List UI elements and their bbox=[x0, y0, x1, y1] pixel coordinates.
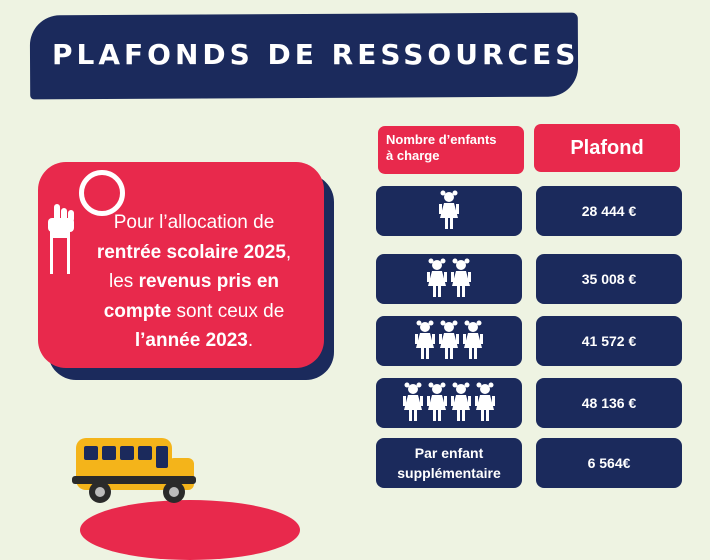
row-1-children bbox=[376, 186, 522, 236]
info-line-3b: revenus pris en bbox=[138, 271, 280, 292]
info-line-2-suffix: , bbox=[285, 241, 292, 263]
child-icon bbox=[462, 320, 484, 365]
info-text bbox=[76, 208, 312, 356]
row-1-ceiling: 28 444 € bbox=[536, 186, 682, 236]
kids-row-3 bbox=[376, 320, 522, 365]
ground-decoration bbox=[80, 500, 300, 560]
info-line-5-suffix: . bbox=[247, 330, 254, 351]
row-extra-ceiling: 6 564€ bbox=[536, 438, 682, 488]
child-icon bbox=[414, 320, 436, 365]
row-3-children bbox=[376, 316, 522, 366]
child-icon bbox=[438, 320, 460, 365]
header-children-line-1: Nombre d’enfants bbox=[386, 132, 497, 147]
school-bus-icon bbox=[70, 432, 200, 508]
header-ceiling: Plafond bbox=[534, 124, 680, 172]
row-4-children bbox=[376, 378, 522, 428]
page-title: PLAFONDS DE RESSOURCES bbox=[52, 38, 580, 71]
child-icon bbox=[438, 190, 460, 235]
kids-row-1 bbox=[376, 190, 522, 235]
child-icon bbox=[402, 382, 424, 427]
child-icon bbox=[426, 258, 448, 303]
row-4-ceiling: 48 136 € bbox=[536, 378, 682, 428]
row-2-children bbox=[376, 254, 522, 304]
info-line-5: l’année 2023 bbox=[134, 330, 248, 351]
row-2-ceiling: 35 008 € bbox=[536, 254, 682, 304]
row-3-ceiling: 41 572 € bbox=[536, 316, 682, 366]
info-line-1: Pour l’allocation de bbox=[113, 212, 275, 233]
info-line-3a: les bbox=[108, 271, 139, 292]
extra-line-1: Par enfant bbox=[414, 445, 484, 461]
kids-row-2 bbox=[376, 258, 522, 303]
child-icon bbox=[450, 382, 472, 427]
info-line-2: rentrée scolaire 2025 bbox=[96, 241, 286, 263]
kids-row-4 bbox=[376, 382, 522, 427]
child-icon bbox=[474, 382, 496, 427]
extra-line-2: supplémentaire bbox=[397, 465, 501, 481]
row-extra-label bbox=[376, 438, 522, 488]
header-children-line-2: à charge bbox=[386, 148, 440, 163]
child-icon bbox=[450, 258, 472, 303]
info-line-4a: compte bbox=[103, 300, 172, 322]
info-line-4b: sont ceux de bbox=[171, 300, 285, 322]
header-children bbox=[378, 126, 524, 174]
child-icon bbox=[426, 382, 448, 427]
